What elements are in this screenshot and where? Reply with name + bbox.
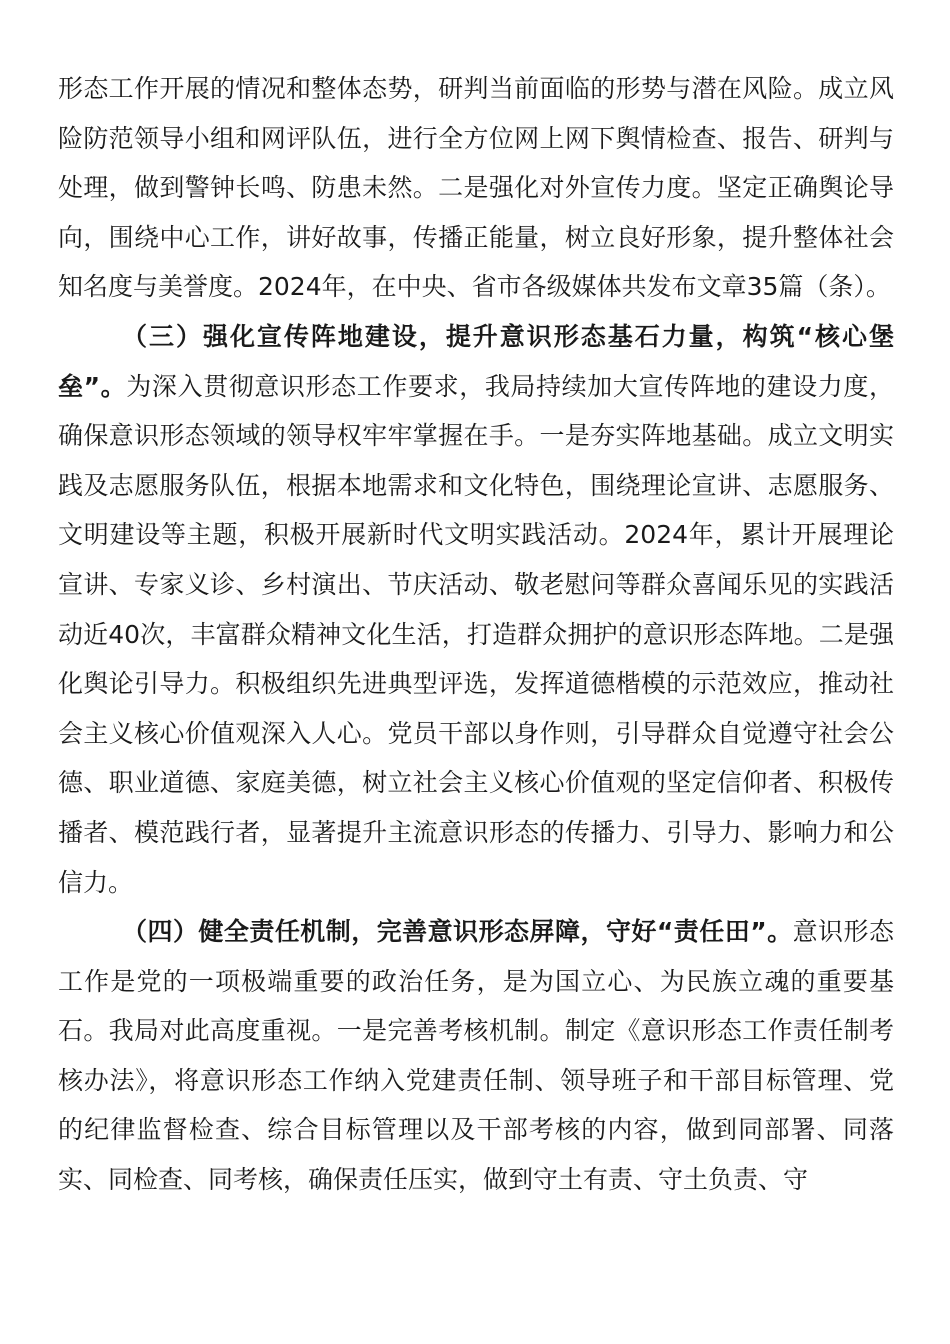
paragraph-section-four xyxy=(58,907,894,1205)
paragraph-section-three xyxy=(58,312,894,907)
paragraph-continuation xyxy=(58,64,894,312)
paragraph-body: 形态工作开展的情况和整体态势，研判当前面临的形势与潜在风险。成立风险防范领导小组和网评队伍，进行全方位网上网下舆情检查、报告、研判与处理，做到警钟长鸣、防患未然。二是强化对外宣传力度。坚定正确舆论导向，围绕中心工作，讲好故事，传播正能量，树立良好形象，提升整体社会知名度与美誉度。2024年，在中央、省市各级媒体共发布文章35篇（条）。 xyxy=(58,74,894,302)
document-page xyxy=(58,64,894,1205)
section-heading: （三）强化宣传阵地建设，提升意识形态基石力量，构筑“核心堡垒”。 xyxy=(58,321,894,401)
section-heading: （四）健全责任机制，完善意识形态屏障，守好“责任田”。 xyxy=(122,917,793,947)
paragraph-body: 为深入贯彻意识形态工作要求，我局持续加大宣传阵地的建设力度，确保意识形态领域的领导权牢牢掌握在手。一是夯实阵地基础。成立文明实践及志愿服务队伍，根据本地需求和文化特色，围绕理论宣讲、志愿服务、文明建设等主题，积极开展新时代文明实践活动。2024年，累计开展理论宣讲、专家义诊、乡村演出、节庆活动、敬老慰问等群众喜闻乐见的实践活动近40次，丰富群众精神文化生活，打造群众拥护的意识形态阵地。二是强化舆论引导力。积极组织先进典型评选，发挥道德楷模的示范效应，推动社会主义核心价值观深入人心。党员干部以身作则，引导群众自觉遵守社会公德、职业道德、家庭美德，树立社会主义核心价值观的坚定信仰者、积极传播者、模范践行者，显著提升主流意识形态的传播力、引导力、影响力和公信力。 xyxy=(58,371,894,897)
paragraph-body: 意识形态工作是党的一项极端重要的政治任务，是为国立心、为民族立魂的重要基石。我局对此高度重视。一是完善考核机制。制定《意识形态工作责任制考核办法》，将意识形态工作纳入党建责任制、领导班子和干部目标管理、党的纪律监督检查、综合目标管理以及干部考核的内容，做到同部署、同落实、同检查、同考核，确保责任压实，做到守土有责、守土负责、守 xyxy=(58,917,894,1195)
